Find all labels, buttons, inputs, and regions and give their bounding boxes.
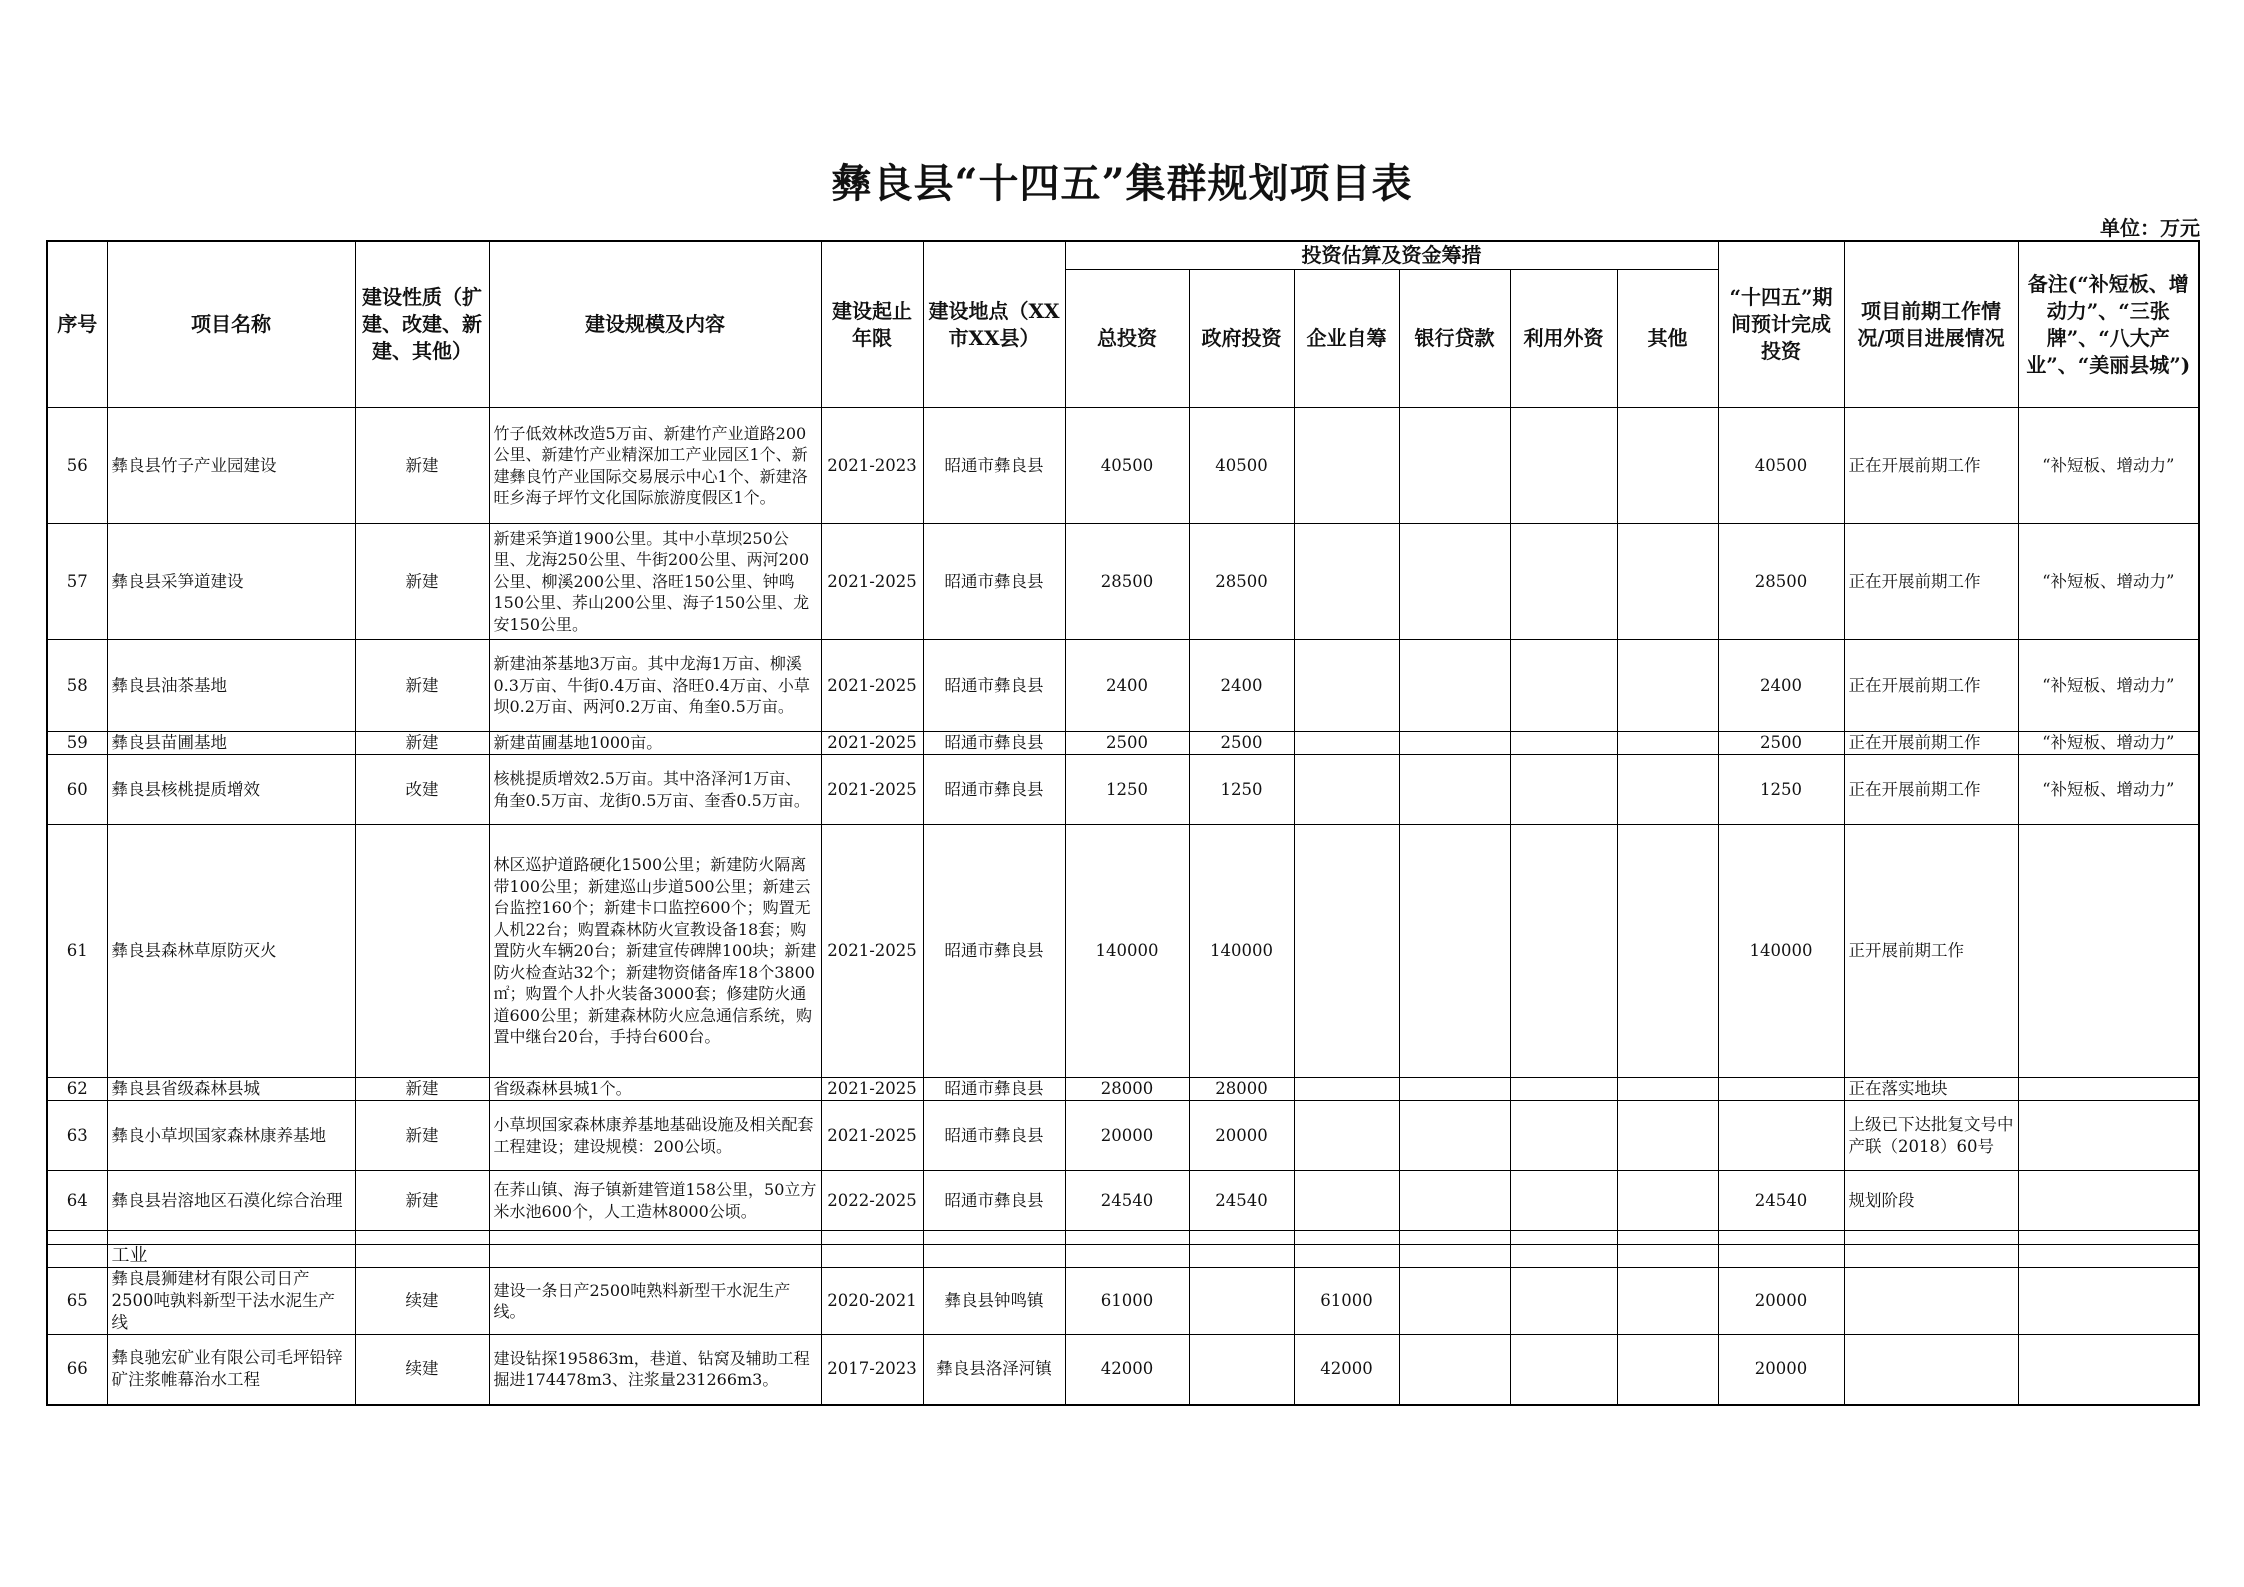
cell-bank (1399, 408, 1510, 524)
section-label: 工业 (107, 1245, 355, 1268)
cell-foreign (1510, 1171, 1617, 1231)
cell-seq: 63 (47, 1101, 107, 1171)
empty-cell (489, 1231, 821, 1245)
cell-plan: 1250 (1718, 755, 1844, 825)
cell-seq: 62 (47, 1078, 107, 1101)
cell-progress: 正在开展前期工作 (1844, 732, 2018, 755)
col-enterprise-header: 企业自筹 (1294, 270, 1399, 408)
cell-foreign (1510, 524, 1617, 640)
cell-total: 28000 (1065, 1078, 1189, 1101)
col-plan-header: “十四五”期间预计完成投资 (1718, 241, 1844, 408)
empty-cell (1189, 1245, 1294, 1268)
col-remark-header: 备注(“补短板、增动力”、“三张牌”、“八大产业”、“美丽县城”) (2018, 241, 2199, 408)
cell-period: 2017-2023 (821, 1335, 923, 1405)
cell-total: 42000 (1065, 1335, 1189, 1405)
cell-other (1617, 1078, 1718, 1101)
col-other-header: 其他 (1617, 270, 1718, 408)
col-nature-header: 建设性质（扩建、改建、新建、其他） (355, 241, 489, 408)
cell-location: 彝良县钟鸣镇 (923, 1268, 1065, 1335)
cell-period: 2021-2025 (821, 732, 923, 755)
cell-period: 2021-2025 (821, 640, 923, 732)
col-total-header: 总投资 (1065, 270, 1189, 408)
cell-plan: 28500 (1718, 524, 1844, 640)
empty-cell (1399, 1245, 1510, 1268)
cell-plan: 20000 (1718, 1268, 1844, 1335)
cell-seq: 64 (47, 1171, 107, 1231)
cell-plan (1718, 1078, 1844, 1101)
cell-total: 20000 (1065, 1101, 1189, 1171)
cell-gov: 20000 (1189, 1101, 1294, 1171)
empty-cell (1510, 1245, 1617, 1268)
cell-bank (1399, 640, 1510, 732)
empty-cell (1617, 1231, 1718, 1245)
cell-bank (1399, 1268, 1510, 1335)
cell-plan: 40500 (1718, 408, 1844, 524)
cell-gov: 24540 (1189, 1171, 1294, 1231)
col-name-header: 项目名称 (107, 241, 355, 408)
cell-foreign (1510, 1078, 1617, 1101)
cell-total: 28500 (1065, 524, 1189, 640)
cell-nature: 新建 (355, 408, 489, 524)
cell-scale: 新建苗圃基地1000亩。 (489, 732, 821, 755)
cell-name: 彝良县油茶基地 (107, 640, 355, 732)
cell-seq: 56 (47, 408, 107, 524)
cell-scale: 小草坝国家森林康养基地基础设施及相关配套工程建设；建设规模：200公顷。 (489, 1101, 821, 1171)
cell-progress (1844, 1268, 2018, 1335)
header-row-1 (47, 241, 2199, 270)
cell-enterprise: 42000 (1294, 1335, 1399, 1405)
cell-nature: 新建 (355, 1171, 489, 1231)
cell-bank (1399, 524, 1510, 640)
cell-enterprise: 61000 (1294, 1268, 1399, 1335)
cell-enterprise (1294, 1078, 1399, 1101)
cell-remark (2018, 825, 2199, 1078)
cell-period: 2021-2025 (821, 825, 923, 1078)
cell-gov: 140000 (1189, 825, 1294, 1078)
col-bank-header: 银行贷款 (1399, 270, 1510, 408)
cell-nature: 新建 (355, 1101, 489, 1171)
project-table (46, 240, 2200, 1406)
cell-gov: 2500 (1189, 732, 1294, 755)
cell-enterprise (1294, 732, 1399, 755)
empty-cell (1510, 1231, 1617, 1245)
cell-remark (2018, 1101, 2199, 1171)
page-title: 彝良县“十四五”集群规划项目表 (831, 160, 1413, 207)
table-row (47, 524, 2199, 640)
cell-total: 1250 (1065, 755, 1189, 825)
cell-progress: 正在开展前期工作 (1844, 524, 2018, 640)
cell-foreign (1510, 825, 1617, 1078)
cell-remark (2018, 1335, 2199, 1405)
cell-remark: “补短板、增动力” (2018, 732, 2199, 755)
cell-location: 昭通市彝良县 (923, 755, 1065, 825)
cell-enterprise (1294, 408, 1399, 524)
cell-bank (1399, 1335, 1510, 1405)
col-location-header: 建设地点（XX市XX县） (923, 241, 1065, 408)
cell-foreign (1510, 732, 1617, 755)
cell-progress: 正在开展前期工作 (1844, 755, 2018, 825)
cell-foreign (1510, 1101, 1617, 1171)
cell-name: 彝良县岩溶地区石漠化综合治理 (107, 1171, 355, 1231)
cell-gov (1189, 1268, 1294, 1335)
cell-nature: 新建 (355, 524, 489, 640)
cell-progress: 正在落实地块 (1844, 1078, 2018, 1101)
empty-cell (2018, 1245, 2199, 1268)
empty-cell (1718, 1245, 1844, 1268)
cell-other (1617, 524, 1718, 640)
cell-location: 昭通市彝良县 (923, 408, 1065, 524)
cell-scale: 建设钻探195863m，巷道、钻窝及辅助工程掘进174478m3、注浆量231266m3。 (489, 1335, 821, 1405)
cell-remark: “补短板、增动力” (2018, 755, 2199, 825)
cell-enterprise (1294, 524, 1399, 640)
cell-plan: 2500 (1718, 732, 1844, 755)
cell-total: 40500 (1065, 408, 1189, 524)
cell-plan: 2400 (1718, 640, 1844, 732)
table-row (47, 1268, 2199, 1335)
cell-remark: “补短板、增动力” (2018, 408, 2199, 524)
cell-name: 彝良县采笋道建设 (107, 524, 355, 640)
cell-scale: 新建采笋道1900公里。其中小草坝250公里、龙海250公里、牛街200公里、两河200公里、柳溪200公里、洛旺150公里、钟鸣150公里、荞山200公里、海子150公里、龙安150公里。 (489, 524, 821, 640)
cell-remark: “补短板、增动力” (2018, 524, 2199, 640)
cell-bank (1399, 1078, 1510, 1101)
cell-location: 昭通市彝良县 (923, 1171, 1065, 1231)
table-row (47, 408, 2199, 524)
empty-cell (1844, 1231, 2018, 1245)
cell-nature: 新建 (355, 1078, 489, 1101)
cell-progress: 正开展前期工作 (1844, 825, 2018, 1078)
cell-total: 61000 (1065, 1268, 1189, 1335)
table-row (47, 1078, 2199, 1101)
blank-row (47, 1231, 2199, 1245)
cell-seq: 58 (47, 640, 107, 732)
table-row (47, 755, 2199, 825)
cell-other (1617, 732, 1718, 755)
cell-nature: 续建 (355, 1268, 489, 1335)
cell-foreign (1510, 755, 1617, 825)
col-seq-header: 序号 (47, 241, 107, 408)
cell-gov: 28500 (1189, 524, 1294, 640)
cell-remark (2018, 1268, 2199, 1335)
cell-progress (1844, 1335, 2018, 1405)
cell-scale: 林区巡护道路硬化1500公里；新建防火隔离带100公里；新建巡山步道500公里；新建云台监控160个；新建卡口监控600个；购置无人机22台；购置森林防火宣教设备18套；购置防火车辆20台；新建宣传碑牌100块；新建防火检查站32个；新建物资储备库18个3800㎡；购置个人扑火装备3000套；修建防火通道600公里；新建森林防火应急通信系统，购置中继台20台，手持台600台。 (489, 825, 821, 1078)
cell-enterprise (1294, 1171, 1399, 1231)
col-period-header: 建设起止年限 (821, 241, 923, 408)
cell-progress: 正在开展前期工作 (1844, 408, 2018, 524)
invest-group-header: 投资估算及资金筹措 (1065, 241, 1718, 270)
cell-location: 昭通市彝良县 (923, 825, 1065, 1078)
cell-location: 昭通市彝良县 (923, 640, 1065, 732)
cell-location: 昭通市彝良县 (923, 524, 1065, 640)
table-row (47, 640, 2199, 732)
cell-nature: 新建 (355, 640, 489, 732)
col-scale-header: 建设规模及内容 (489, 241, 821, 408)
cell-other (1617, 755, 1718, 825)
cell-foreign (1510, 640, 1617, 732)
unit-label: 单位：万元 (2100, 216, 2200, 240)
cell-progress: 规划阶段 (1844, 1171, 2018, 1231)
table-row (47, 732, 2199, 755)
cell-bank (1399, 732, 1510, 755)
col-progress-header: 项目前期工作情况/项目进展情况 (1844, 241, 2018, 408)
cell-nature: 续建 (355, 1335, 489, 1405)
cell-remark (2018, 1171, 2199, 1231)
cell-other (1617, 640, 1718, 732)
cell-scale: 竹子低效林改造5万亩、新建竹产业道路200公里、新建竹产业精深加工产业园区1个、新建彝良竹产业国际交易展示中心1个、新建洛旺乡海子坪竹文化国际旅游度假区1个。 (489, 408, 821, 524)
cell-remark (2018, 1078, 2199, 1101)
cell-scale: 核桃提质增效2.5万亩。其中洛泽河1万亩、角奎0.5万亩、龙街0.5万亩、奎香0.5万亩。 (489, 755, 821, 825)
empty-cell (47, 1231, 107, 1245)
col-foreign-header: 利用外资 (1510, 270, 1617, 408)
cell-total: 140000 (1065, 825, 1189, 1078)
cell-period: 2021-2025 (821, 1078, 923, 1101)
cell-enterprise (1294, 755, 1399, 825)
cell-nature: 改建 (355, 755, 489, 825)
cell-other (1617, 825, 1718, 1078)
empty-cell (821, 1245, 923, 1268)
empty-cell (355, 1245, 489, 1268)
cell-gov: 28000 (1189, 1078, 1294, 1101)
section-row (47, 1245, 2199, 1268)
empty-cell (923, 1245, 1065, 1268)
empty-cell (1189, 1231, 1294, 1245)
cell-location: 昭通市彝良县 (923, 732, 1065, 755)
cell-seq: 61 (47, 825, 107, 1078)
empty-cell (2018, 1231, 2199, 1245)
cell-scale: 新建油茶基地3万亩。其中龙海1万亩、柳溪0.3万亩、牛街0.4万亩、洛旺0.4万亩、小草坝0.2万亩、两河0.2万亩、角奎0.5万亩。 (489, 640, 821, 732)
empty-cell (1065, 1231, 1189, 1245)
cell-name: 彝良小草坝国家森林康养基地 (107, 1101, 355, 1171)
cell-gov: 2400 (1189, 640, 1294, 732)
cell-enterprise (1294, 640, 1399, 732)
empty-cell (1294, 1231, 1399, 1245)
table-row (47, 825, 2199, 1078)
cell-name: 彝良县苗圃基地 (107, 732, 355, 755)
cell-scale: 建设一条日产2500吨熟料新型干水泥生产线。 (489, 1268, 821, 1335)
cell-name: 彝良县省级森林县城 (107, 1078, 355, 1101)
cell-progress: 上级已下达批复文号中产联（2018）60号 (1844, 1101, 2018, 1171)
cell-scale: 在荞山镇、海子镇新建管道158公里，50立方米水池600个，人工造林8000公顷。 (489, 1171, 821, 1231)
empty-cell (47, 1245, 107, 1268)
cell-plan: 24540 (1718, 1171, 1844, 1231)
cell-location: 昭通市彝良县 (923, 1078, 1065, 1101)
cell-scale: 省级森林县城1个。 (489, 1078, 821, 1101)
empty-cell (1399, 1231, 1510, 1245)
cell-seq: 60 (47, 755, 107, 825)
table-row (47, 1171, 2199, 1231)
cell-period: 2021-2025 (821, 1101, 923, 1171)
empty-cell (489, 1245, 821, 1268)
empty-cell (1617, 1245, 1718, 1268)
cell-nature: 新建 (355, 732, 489, 755)
cell-period: 2021-2025 (821, 524, 923, 640)
cell-location: 彝良县洛泽河镇 (923, 1335, 1065, 1405)
cell-progress: 正在开展前期工作 (1844, 640, 2018, 732)
cell-seq: 57 (47, 524, 107, 640)
cell-gov: 1250 (1189, 755, 1294, 825)
cell-foreign (1510, 1268, 1617, 1335)
cell-name: 彝良晨狮建材有限公司日产2500吨孰料新型干法水泥生产线 (107, 1268, 355, 1335)
cell-enterprise (1294, 1101, 1399, 1171)
cell-name: 彝良县核桃提质增效 (107, 755, 355, 825)
cell-plan: 20000 (1718, 1335, 1844, 1405)
empty-cell (355, 1231, 489, 1245)
cell-bank (1399, 1101, 1510, 1171)
empty-cell (107, 1231, 355, 1245)
cell-other (1617, 1268, 1718, 1335)
cell-other (1617, 1171, 1718, 1231)
cell-other (1617, 1101, 1718, 1171)
cell-period: 2020-2021 (821, 1268, 923, 1335)
cell-gov: 40500 (1189, 408, 1294, 524)
col-gov-header: 政府投资 (1189, 270, 1294, 408)
cell-plan (1718, 1101, 1844, 1171)
cell-seq: 65 (47, 1268, 107, 1335)
cell-seq: 59 (47, 732, 107, 755)
cell-other (1617, 1335, 1718, 1405)
empty-cell (821, 1231, 923, 1245)
cell-nature (355, 825, 489, 1078)
cell-other (1617, 408, 1718, 524)
empty-cell (1065, 1245, 1189, 1268)
empty-cell (923, 1231, 1065, 1245)
cell-period: 2021-2025 (821, 755, 923, 825)
empty-cell (1844, 1245, 2018, 1268)
cell-foreign (1510, 1335, 1617, 1405)
cell-enterprise (1294, 825, 1399, 1078)
empty-cell (1294, 1245, 1399, 1268)
cell-bank (1399, 755, 1510, 825)
cell-name: 彝良驰宏矿业有限公司毛坪铅锌矿注浆帷幕治水工程 (107, 1335, 355, 1405)
cell-bank (1399, 825, 1510, 1078)
cell-period: 2021-2023 (821, 408, 923, 524)
cell-name: 彝良县竹子产业园建设 (107, 408, 355, 524)
cell-remark: “补短板、增动力” (2018, 640, 2199, 732)
cell-total: 2500 (1065, 732, 1189, 755)
cell-bank (1399, 1171, 1510, 1231)
cell-period: 2022-2025 (821, 1171, 923, 1231)
cell-plan: 140000 (1718, 825, 1844, 1078)
empty-cell (1718, 1231, 1844, 1245)
cell-gov (1189, 1335, 1294, 1405)
cell-seq: 66 (47, 1335, 107, 1405)
cell-foreign (1510, 408, 1617, 524)
table-row (47, 1101, 2199, 1171)
cell-location: 昭通市彝良县 (923, 1101, 1065, 1171)
cell-total: 24540 (1065, 1171, 1189, 1231)
cell-name: 彝良县森林草原防灭火 (107, 825, 355, 1078)
cell-total: 2400 (1065, 640, 1189, 732)
table-row (47, 1335, 2199, 1405)
